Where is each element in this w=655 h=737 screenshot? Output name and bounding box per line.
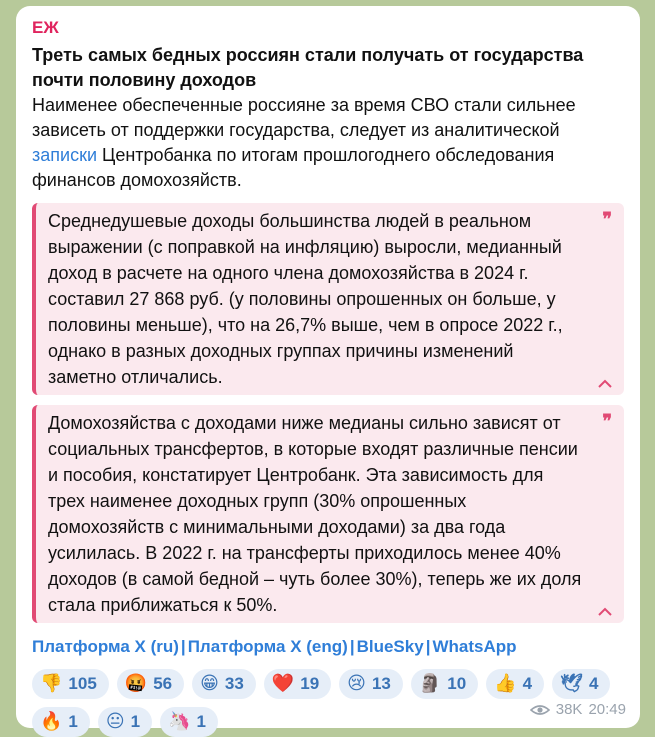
eye-icon bbox=[530, 704, 550, 716]
blockquote-2 bbox=[32, 405, 624, 623]
thumbs-down-icon: 👎 bbox=[40, 673, 63, 694]
cursing-face-icon: 🤬 bbox=[124, 673, 148, 694]
reaction-grinning-face[interactable] bbox=[192, 669, 256, 699]
reaction-count: 1 bbox=[68, 712, 78, 731]
reaction-count: 33 bbox=[224, 674, 244, 693]
blockquote-1 bbox=[32, 203, 624, 395]
reaction-red-heart[interactable] bbox=[264, 669, 331, 699]
link-whatsapp[interactable]: WhatsApp bbox=[432, 637, 517, 656]
reaction-cursing-face[interactable] bbox=[117, 669, 184, 699]
quote-text: Среднедушевые доходы большинства людей в реальном выражении (с поправкой на инфляцию) выросли, медианный доход в расчете на одного члена домохозяйства в 2024 г. составил 27 868 руб. (у половины опрошенных он больше, у половины меньше), что на 26,7% выше, чем в опросе 2022 г., однако в разных доходных группах причины изменений заметно отличались. bbox=[48, 211, 563, 387]
reaction-crying-face[interactable] bbox=[339, 669, 403, 699]
reaction-moai[interactable] bbox=[411, 669, 478, 699]
thumbs-up-icon: 👍 bbox=[494, 673, 517, 694]
reaction-thumbs-up[interactable] bbox=[486, 669, 544, 699]
link-bluesky[interactable]: BlueSky bbox=[356, 637, 424, 656]
message-meta bbox=[530, 701, 626, 718]
grinning-face-icon: 😁 bbox=[200, 673, 219, 694]
lead-text-2: Центробанка по итогам прошлогоднего обследования финансов домохозяйств. bbox=[32, 145, 555, 190]
message-bubble bbox=[16, 6, 640, 732]
link-platform-x-ru[interactable]: Платформа X (ru) bbox=[32, 637, 179, 656]
link-platform-x-eng[interactable]: Платформа X (eng) bbox=[187, 637, 348, 656]
view-count: 38K bbox=[555, 701, 583, 718]
reaction-count: 56 bbox=[153, 674, 173, 693]
red-heart-icon: ❤️ bbox=[271, 673, 295, 694]
reaction-count: 4 bbox=[522, 674, 533, 693]
lead-text-1: Наименее обеспеченные россияне за время СВО стали сильнее зависеть от поддержки государства, следует из аналитической bbox=[32, 95, 576, 140]
reaction-thumbs-down[interactable] bbox=[32, 669, 109, 699]
reaction-dove[interactable] bbox=[552, 669, 610, 699]
reaction-count: 1 bbox=[196, 712, 207, 731]
reaction-count: 10 bbox=[447, 674, 467, 693]
link-separator: | bbox=[349, 637, 355, 656]
quote-icon: ❞ bbox=[602, 209, 612, 230]
post-lead bbox=[32, 93, 624, 193]
link-separator: | bbox=[180, 637, 186, 656]
neutral-face-icon: 😐 bbox=[105, 711, 125, 732]
reaction-count: 105 bbox=[68, 674, 97, 693]
reaction-count: 19 bbox=[300, 674, 320, 693]
quote-icon: ❞ bbox=[602, 411, 612, 432]
quote-text: Домохозяйства с доходами ниже медианы сильно зависят от социальных трансфертов, в которые входят различные пенсии и пособия, констатирует Центробанк. Эта зависимость для трех наименее доходных групп (30% опрошенных домохозяйств с минимальными доходами) за два года усилилась. В 2022 г. на трансферты приходилось менее 40% доходов (в самой бедной – чуть более 30%), теперь же их доля стала приближаться к 50%. bbox=[48, 413, 582, 615]
message-time: 20:49 bbox=[588, 701, 626, 718]
reaction-neutral-face[interactable] bbox=[98, 707, 152, 737]
reaction-fire[interactable] bbox=[32, 707, 90, 737]
social-links bbox=[32, 635, 624, 659]
reaction-unicorn[interactable] bbox=[160, 707, 218, 737]
moai-icon: 🗿 bbox=[418, 673, 442, 694]
reaction-count: 13 bbox=[371, 674, 391, 693]
unicorn-icon: 🦄 bbox=[168, 711, 191, 732]
chevron-up-icon[interactable] bbox=[598, 379, 612, 389]
fire-icon: 🔥 bbox=[40, 711, 63, 732]
chevron-up-icon[interactable] bbox=[598, 607, 612, 617]
crying-face-icon: 😢 bbox=[347, 673, 366, 694]
link-separator: | bbox=[425, 637, 431, 656]
reaction-count: 1 bbox=[130, 712, 141, 731]
post-headline: Треть самых бедных россиян стали получать от государства почти половину доходов bbox=[32, 45, 584, 90]
dove-icon: 🕊 bbox=[560, 673, 583, 694]
channel-name[interactable]: ЕЖ bbox=[32, 18, 59, 37]
reaction-count: 4 bbox=[588, 674, 599, 693]
lead-link[interactable]: записки bbox=[32, 145, 97, 165]
